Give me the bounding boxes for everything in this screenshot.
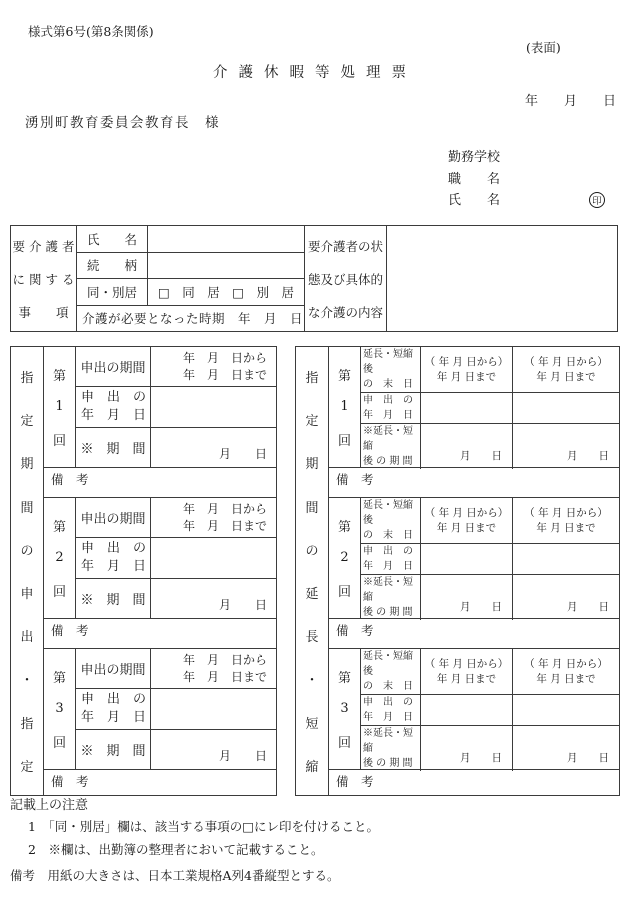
- need-period-label: 介護が必要となった時期 年 月 日: [82, 311, 304, 327]
- star-period-cell: 月 日: [218, 748, 267, 763]
- end-date-value-cell-2: （ 年 月 日から） 年 月 日まで: [524, 355, 608, 383]
- end-date-label: 延長・短縮後 の 末 日: [361, 347, 421, 392]
- extension-block-2: [329, 498, 619, 649]
- end-date-value-cell-2: （ 年 月 日から） 年 月 日まで: [524, 657, 608, 685]
- name-row-label: 氏 名: [77, 226, 148, 252]
- care-person-detail-rows: [77, 226, 305, 331]
- section-line: 要 介 護 者: [12, 238, 75, 254]
- table-row: [77, 279, 304, 306]
- period-label: 申出の期間: [76, 347, 151, 386]
- table-row: [76, 730, 276, 769]
- extension-block-3: [329, 649, 619, 799]
- star-period-label: ※ 期 間: [76, 579, 151, 618]
- work-school-label: 勤務学校: [448, 150, 501, 165]
- application-block-1: [44, 347, 276, 498]
- period-to: 年 月 日まで: [182, 518, 267, 533]
- left-table-body: [44, 347, 276, 795]
- table-row: [77, 306, 304, 332]
- notes-cell: 備 考: [329, 618, 619, 648]
- star-value-cell-2: 月 日: [567, 601, 609, 613]
- star-value-cell-1: 月 日: [421, 424, 513, 469]
- table-row: [76, 689, 276, 729]
- apply-date-input-cell-2: [513, 544, 619, 574]
- condition-line: な介護の内容: [307, 304, 383, 320]
- right-table-vertical-label: 指 定 期 間 の 延 長 ・ 短 縮: [296, 347, 329, 795]
- care-person-section-header: [11, 226, 77, 331]
- apply-date-input-cell-2: [513, 695, 619, 725]
- relation-input-cell: [148, 253, 304, 279]
- period-value-cell: [151, 649, 276, 688]
- notes-cell: 備 考: [329, 467, 619, 497]
- application-block-3: [44, 649, 276, 799]
- paper-size-remark: 備考 用紙の大きさは、日本工業規格A列4番縦型とする。: [10, 868, 340, 883]
- position-label: 職 名: [448, 171, 501, 187]
- round-label: 第 2 回: [44, 498, 76, 618]
- end-date-value-cell-1: （ 年 月 日から） 年 月 日まで: [421, 498, 513, 543]
- period-from: 年 月 日から: [182, 653, 267, 668]
- table-row: [76, 538, 276, 578]
- star-extension-label: ※延長・短縮 後 の 期 間: [361, 424, 421, 469]
- star-extension-label: ※延長・短縮 後 の 期 間: [361, 575, 421, 620]
- round-label: 第 1 回: [329, 347, 361, 467]
- period-label: 申出の期間: [76, 649, 151, 688]
- right-table-body: [329, 347, 619, 795]
- apply-date-label: 申 出 の 年 月 日: [361, 393, 421, 423]
- apply-date-label: 申 出 の 年 月 日: [361, 695, 421, 725]
- star-period-cell: 月 日: [218, 446, 267, 461]
- round-label: 第 3 回: [329, 649, 361, 769]
- period-label: 申出の期間: [76, 498, 151, 537]
- table-row: [361, 649, 619, 695]
- round-label: 第 2 回: [329, 498, 361, 618]
- apply-date-input-cell-1: [421, 393, 513, 423]
- table-row: [361, 498, 619, 544]
- apply-date-label: 申 出 の 年 月 日: [76, 538, 151, 577]
- star-value-cell-1: 月 日: [421, 575, 513, 620]
- end-date-label: 延長・短縮後 の 末 日: [361, 649, 421, 694]
- notes-heading: 記載上の注意: [10, 798, 89, 813]
- end-date-label: 延長・短縮後 の 末 日: [361, 498, 421, 543]
- star-period-label: ※ 期 間: [76, 730, 151, 769]
- apply-date-label: 申 出 の 年 月 日: [361, 544, 421, 574]
- application-block-2: [44, 498, 276, 649]
- star-value-cell-1: 月 日: [421, 726, 513, 771]
- table-row: [361, 424, 619, 469]
- extension-block-1: [329, 347, 619, 498]
- star-value-cell-2: 月 日: [567, 450, 609, 462]
- table-row: [76, 649, 276, 689]
- name-input-cell: [148, 226, 304, 252]
- round-label: 第 3 回: [44, 649, 76, 769]
- designation-application-table: [10, 346, 277, 796]
- period-to: 年 月 日まで: [182, 367, 267, 382]
- table-row: [77, 253, 304, 280]
- condition-header: [305, 226, 387, 331]
- side-label: (表面): [526, 40, 561, 55]
- table-row: [76, 498, 276, 538]
- relation-row-label: 続 柄: [77, 253, 148, 279]
- condition-line: 要介護者の状: [307, 238, 383, 254]
- table-row: [77, 226, 304, 253]
- table-row: [361, 347, 619, 393]
- note-item-1: 1 「同・別居」欄は、該当する事項の□にレ印を付けること。: [28, 819, 380, 834]
- round-label: 第 1 回: [44, 347, 76, 467]
- living-options-cell: □ 同 居 □ 別 居: [157, 284, 295, 300]
- period-to: 年 月 日まで: [182, 669, 267, 684]
- section-line: 事 項: [18, 304, 69, 320]
- date-line: 年 月 日: [524, 94, 616, 109]
- addressee: 湧別町教育委員会教育長 様: [25, 115, 220, 131]
- table-row: [361, 726, 619, 771]
- table-row: [76, 428, 276, 467]
- left-table-vertical-label: 指 定 期 間 の 申 出 ・ 指 定: [11, 347, 44, 795]
- seal-mark: [589, 189, 605, 208]
- condition-line: 態及び具体的: [307, 271, 383, 287]
- period-from: 年 月 日から: [182, 351, 267, 366]
- star-period-cell: 月 日: [218, 597, 267, 612]
- star-period-label: ※ 期 間: [76, 428, 151, 467]
- period-value-cell: [151, 498, 276, 537]
- table-row: [361, 393, 619, 424]
- note-item-2: 2 ※欄は、出勤簿の整理者において記載すること。: [28, 842, 324, 857]
- apply-date-label: 申 出 の 年 月 日: [76, 689, 151, 728]
- end-date-value-cell-2: （ 年 月 日から） 年 月 日まで: [524, 506, 608, 534]
- notes-cell: 備 考: [44, 769, 276, 799]
- applicant-block: [448, 147, 500, 212]
- period-value-cell: [151, 347, 276, 386]
- table-row: [361, 695, 619, 726]
- notes-cell: 備 考: [329, 769, 619, 799]
- form-number: 様式第6号(第8条関係): [28, 24, 154, 39]
- apply-date-input-cell-1: [421, 544, 513, 574]
- table-row: [76, 387, 276, 427]
- star-value-cell-2: 月 日: [567, 752, 609, 764]
- table-row: [76, 347, 276, 387]
- name-label: 氏 名: [448, 193, 501, 208]
- extension-shortening-table: [295, 346, 620, 796]
- notes-cell: 備 考: [44, 618, 276, 648]
- apply-date-input-cell-2: [513, 393, 619, 423]
- condition-input-cell: [387, 226, 617, 331]
- apply-date-input-cell: [151, 538, 276, 577]
- apply-date-input-cell-1: [421, 695, 513, 725]
- star-extension-label: ※延長・短縮 後 の 期 間: [361, 726, 421, 771]
- end-date-value-cell-1: （ 年 月 日から） 年 月 日まで: [421, 649, 513, 694]
- notes-cell: 備 考: [44, 467, 276, 497]
- apply-date-label: 申 出 の 年 月 日: [76, 387, 151, 426]
- end-date-value-cell-1: （ 年 月 日から） 年 月 日まで: [421, 347, 513, 392]
- care-person-table: [10, 225, 618, 332]
- page-title: 介護休暇等処理票: [213, 65, 417, 81]
- table-row: [361, 544, 619, 575]
- table-row: [361, 575, 619, 620]
- seal-stamp-icon: 印: [589, 192, 605, 208]
- period-from: 年 月 日から: [182, 502, 267, 517]
- section-line: に 関 す る: [12, 271, 75, 287]
- living-row-label: 同・別居: [77, 279, 148, 305]
- apply-date-input-cell: [151, 689, 276, 728]
- apply-date-input-cell: [151, 387, 276, 426]
- table-row: [76, 579, 276, 618]
